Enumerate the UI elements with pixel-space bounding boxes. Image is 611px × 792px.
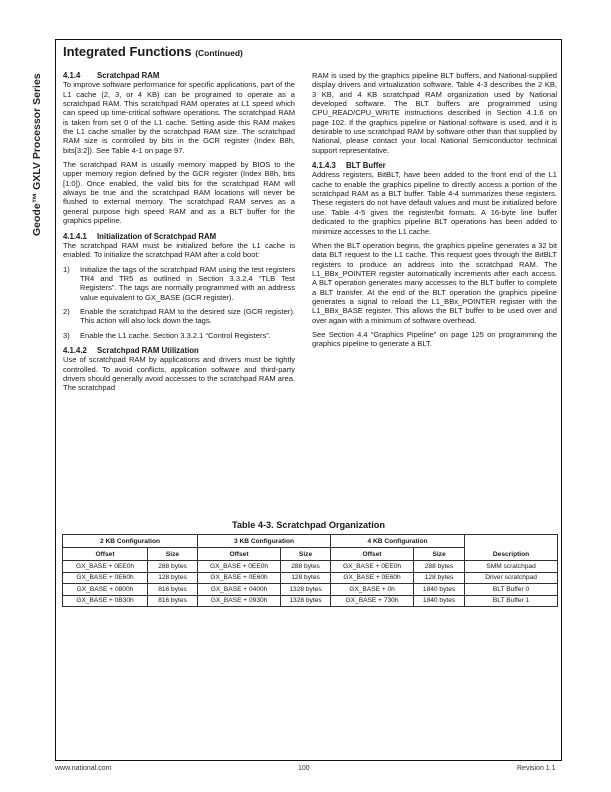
paragraph: The scratchpad RAM is usually memory mapped by BIOS to the upper memory region defined by the GCR register (Index B8h, bits [1:0]). Once enabled, the valid bits for the scratchpad RAM will always be true and the scratchpad RAM locations will never be flushed to external memory. The scratchpad RAM serves as a general purpose high speed RAM and as a BLT buffer for the graphics pipeline. (63, 160, 295, 226)
table-cell: 128 bytes (148, 572, 198, 584)
table-cell: 1328 bytes (281, 584, 331, 596)
group-header: 2 KB Configuration (63, 535, 198, 548)
heading-4-1-4-2 (63, 346, 295, 355)
table-cell: GX_BASE + 0400h (198, 584, 281, 596)
table-cell: GX_BASE + 0EE0h (331, 561, 414, 573)
table-cell: 1840 bytes (414, 584, 465, 596)
group-header: 3 KB Configuration (198, 535, 331, 548)
column-header: Size (281, 548, 331, 561)
column-header: Size (148, 548, 198, 561)
scratchpad-organization-table (62, 534, 558, 607)
table-cell: 128 bytes (414, 572, 465, 584)
table-cell: 288 bytes (148, 561, 198, 573)
column-header: Offset (198, 548, 281, 561)
left-column (63, 71, 295, 398)
column-header: Description (465, 535, 558, 561)
heading-4-1-4-3 (312, 161, 557, 170)
table-cell: GX_BASE + 0E60h (198, 572, 281, 584)
table-cell: 288 bytes (414, 561, 465, 573)
column-header: Offset (63, 548, 148, 561)
paragraph: The scratchpad RAM must be initialized before the L1 cache is enabled. To initialize the scratchpad RAM after a cold boot: (63, 240, 295, 260)
table-cell: GX_BASE + 0h (331, 584, 414, 596)
section-title: Scratchpad RAM Utilization (97, 345, 199, 355)
table-cell: GX_BASE + 0930h (198, 595, 281, 607)
table-cell: GX_BASE + 730h (331, 595, 414, 607)
list-item (63, 307, 295, 326)
column-header: Size (414, 548, 465, 561)
list-text: Initialize the tags of the scratchpad RAM using the test registers TR4 and TR5 as outlined in Section 3.3.2.4 “TLB Test Registers”. The tags are normally programmed with an address value equivalent to GX_BASE (GCR register). (80, 264, 295, 302)
section-number: 4.1.4 (63, 71, 81, 80)
page-number: 100 (298, 765, 310, 772)
table-cell: 128 bytes (281, 572, 331, 584)
table-cell: BLT Buffer 0 (465, 584, 558, 596)
list-text: Enable the L1 cache. Section 3.3.2.1 “Control Registers”. (80, 330, 271, 340)
column-header: Offset (331, 548, 414, 561)
heading-4-1-4 (63, 71, 295, 80)
table-cell: GX_BASE + 0B30h (63, 595, 148, 607)
list-number: 2) (63, 306, 70, 316)
revision: Revision 1.1 (517, 765, 556, 772)
paragraph: RAM is used by the graphics pipeline BLT buffers, and National-supplied display drivers and virtualization software. Table 4-3 describes the 2 KB, 3 KB, and 4 KB scratchpad RAM organization used by National developed software. The BLT buffers are programmed using CPU_READ/CPU_WRITE instructions described in Section 4.1.6 on page 102. If the graphics pipeline or National software is used, and it is desirable to use scratchpad RAM by software other than that supplied by National, please contact your local National Semiconductor technical support representative. (312, 71, 557, 155)
table-cell: GX_BASE + 0EE0h (198, 561, 281, 573)
paragraph: See Section 4.4 “Graphics Pipeline” on page 125 on programming the graphics pipeline to generate a BLT. (312, 329, 557, 349)
table-cell: 816 bytes (148, 595, 198, 607)
table-cell: 816 bytes (148, 584, 198, 596)
section-number: 4.1.4.2 (63, 345, 87, 355)
paragraph: Address registers, BitBLT, have been added to the front end of the L1 cache to enable the graphics pipeline to directly access a portion of the scratchpad RAM as a BLT buffer. Table 4-4 summarizes these registers. These registers do not have default values and must be initialized before use. Table 4-5 gives the register/bit formats. A 16-byte line buffer dedicated to the graphics pipeline BLT operations has been added to minimize accesses to the L1 cache. (312, 170, 557, 236)
table-cell: 1840 bytes (414, 595, 465, 607)
list-text: Enable the scratchpad RAM to the desired size (GCR register). This action will also lock down the tags. (80, 306, 295, 326)
heading-4-1-4-1 (63, 232, 295, 241)
group-header: 4 KB Configuration (331, 535, 465, 548)
section-number: 4.1.4.3 (312, 161, 336, 171)
list-number: 1) (63, 264, 70, 274)
table-row (63, 584, 558, 596)
paragraph: When the BLT operation begins, the graphics pipeline generates a 32 bit data BLT request to the L1 cache. This request goes through the BitBLT registers to produce an address into the scratchpad RAM. The L1_BBx_POINTER register automatically increments after each access. A BLT operation generates many accesses to the BLT buffer to complete a BLT transfer. At the end of the BLT operation the graphics pipeline generates a signal to reload the L1_BBx_POINTER register with the L1_BBx_BASE register. This allows the BLT buffer to be used over and over again with a minimum of software overhead. (312, 240, 557, 325)
paragraph: Use of scratchpad RAM by applications and drivers must be tightly controlled. To avoid conflicts, application software and third-party drivers should generally avoid accesses to the scratchpad RAM area. The scratchpad (63, 355, 295, 393)
table-cell: BLT Buffer 1 (465, 595, 558, 607)
table-cell: GX_BASE + 0E60h (331, 572, 414, 584)
table-cell: GX_BASE + 0EE0h (63, 561, 148, 573)
table-row (63, 572, 558, 584)
section-title: Scratchpad RAM (97, 71, 160, 80)
section-number: 4.1.4.1 (63, 231, 87, 241)
table-cell: Driver scratchpad (465, 572, 558, 584)
list-item (63, 331, 295, 340)
list-number: 3) (63, 330, 70, 340)
table-row (63, 595, 558, 607)
page-title (63, 44, 243, 59)
title-continued: (Continued) (195, 48, 243, 58)
section-title: BLT Buffer (346, 161, 386, 171)
table-cell: 1328 bytes (281, 595, 331, 607)
table-cell: SMM scratchpad (465, 561, 558, 573)
footer-url: www.national.com (55, 765, 112, 772)
table-cell: GX_BASE + 0800h (63, 584, 148, 596)
table-cell: 288 bytes (281, 561, 331, 573)
paragraph: To improve software performance for specific applications, part of the L1 cache (2, 3, or 4 KB) can be programed to operate as a scratchpad RAM. This scratchpad RAM operates at L1 speed which can speed up time-critical software operations. The scratchpad RAM is taken from set 0 of the L1 cache. Setting aside this RAM makes the L1 cache smaller by the scratchpad RAM size. The scratchpad RAM size is controlled by bits in the GCR register (Index B8h, bits[3:2]). See Table 4-1 on page 97. (63, 80, 295, 155)
table-cell: GX_BASE + 0E60h (63, 572, 148, 584)
section-title: Initialization of Scratchpad RAM (97, 231, 217, 241)
title-text: Integrated Functions (63, 44, 192, 59)
table-row (63, 561, 558, 573)
list-item (63, 265, 295, 302)
table-caption: Table 4-3. Scratchpad Organization (232, 520, 385, 530)
right-column (312, 71, 557, 354)
side-series-title: Geode™ GXLV Processor Series (31, 73, 43, 236)
